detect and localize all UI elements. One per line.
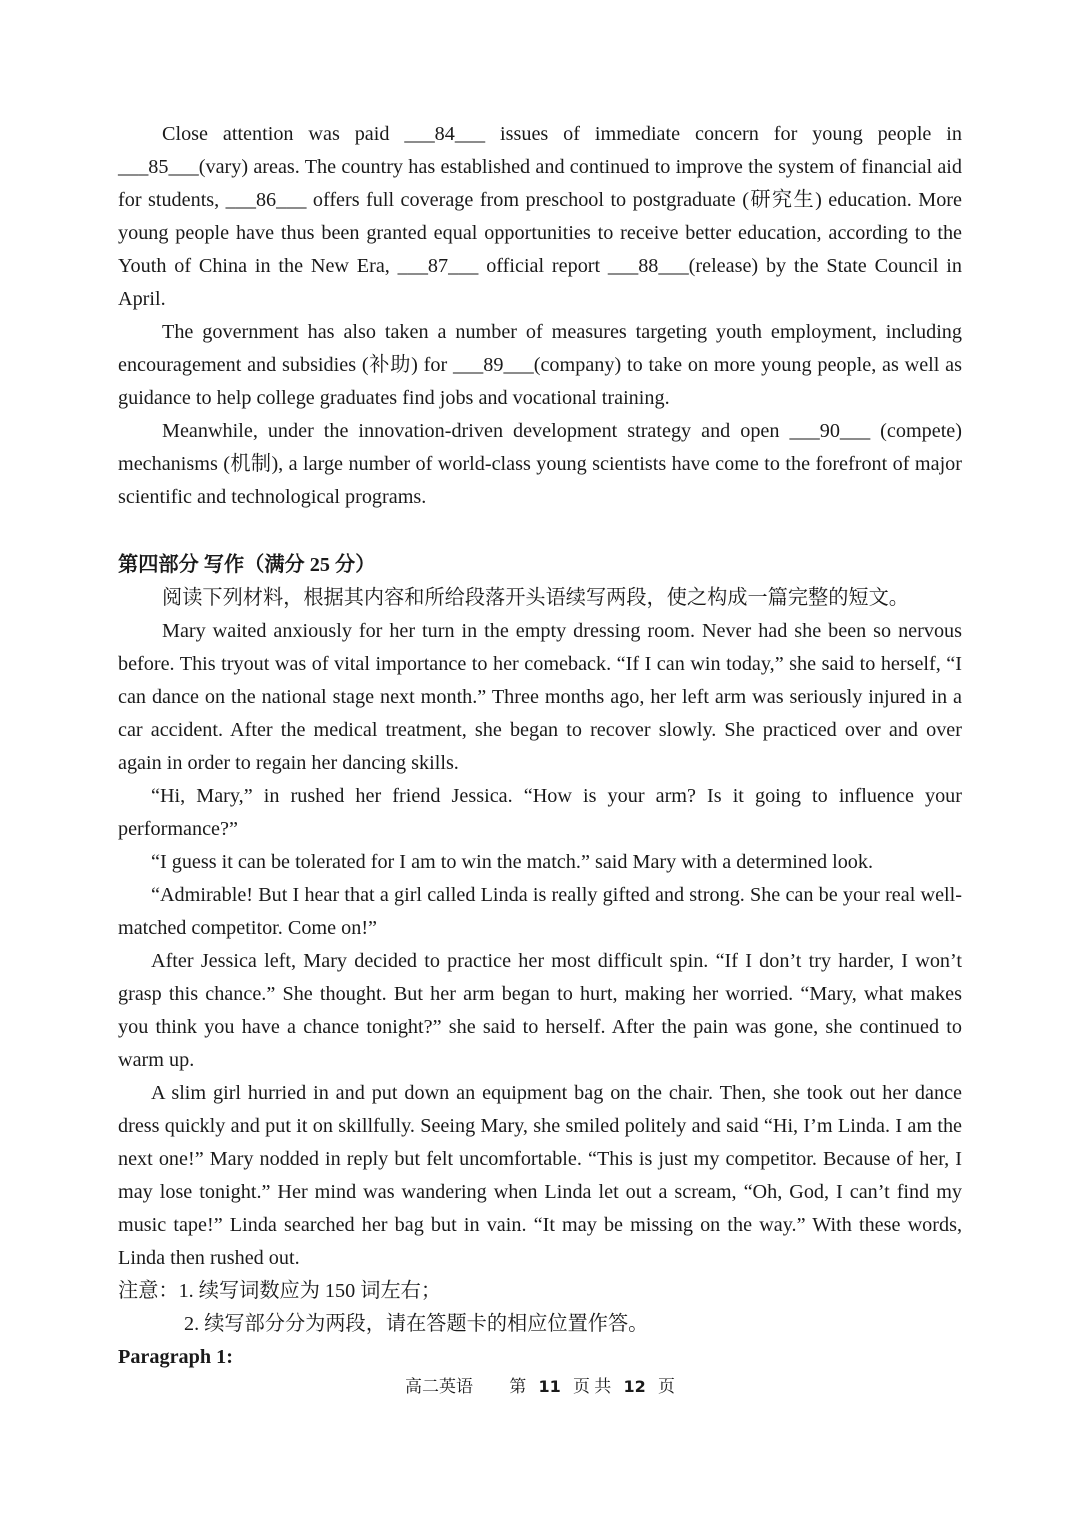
story-paragraph-3: “I guess it can be tolerated for I am to win the match.” said Mary with a determined look.: [151, 851, 874, 873]
story-paragraph-1: Mary waited anxiously for her turn in the empty dressing room. Never had she been so nervous before. This tryout was of vital importance to her comeback. “If I can win today,” she said to herself, “I can dance on the national stage next month.” Three months ago, her left arm was seriously injured in a car accident. After the medical treatment, she began to recover slowly. She practiced over and over again in order to regain her dancing skills.: [118, 620, 962, 774]
cloze-paragraph-1: Close attention was paid ___84___ issues of immediate concern for young people in ___85___(vary) areas. The country has established and continued to improve the system of financial aid for students, ___86___ offers full coverage from preschool to postgraduate (研究生) education. More young people have thus been granted equal opportunities to receive better education, according to the Youth of China in the New Era, ___87___ official report ___88___(release) by the State Council in April.: [118, 123, 962, 310]
story-paragraph-4: “Admirable! But I hear that a girl called Linda is really gifted and strong. She can be your real well-matched competitor. Come on!”: [118, 884, 962, 939]
note-line-1: 注意：1. 续写词数应为 150 词左右；: [118, 1280, 442, 1302]
story-paragraph-5: After Jessica left, Mary decided to practice her most difficult spin. “If I don’t try harder, I won’t grasp this chance.” She thought. But her arm began to hurt, making her worried. “Mary, what makes you think you have a chance tonight?” she said to herself. After the pain was gone, she continued to warm up.: [118, 950, 962, 1071]
footer-page-number: 11: [538, 1377, 561, 1396]
writing-instruction: 阅读下列材料，根据其内容和所给段落开头语续写两段，使之构成一篇完整的短文。: [162, 587, 909, 609]
cloze-paragraph-3: Meanwhile, under the innovation-driven development strategy and open ___90___ (compete) mechanisms (机制), a large number of world-class young scientists have come to the forefront of major scientific and technological programs.: [118, 420, 962, 508]
story-paragraph-6: A slim girl hurried in and put down an equipment bag on the chair. Then, she took out her dance dress quickly and put it on skillfully. Seeing Mary, she smiled politely and said “Hi, I’m Linda. I am the next one!” Mary nodded in reply but felt uncomfortable. “This is just my competitor. Because of her, I may lose tonight.” Her mind was wandering when Linda let out a scream, “Oh, God, I can’t find my music tape!” Linda searched her bag but in vain. “It may be missing on the way.” With these words, Linda then rushed out.: [118, 1082, 962, 1269]
footer-page-mid: 页 共: [573, 1377, 612, 1396]
footer-page-total: 12: [623, 1377, 646, 1396]
story-paragraph-2: “Hi, Mary,” in rushed her friend Jessica. “How is your arm? Is it going to influence your performance?”: [118, 785, 962, 840]
section-heading: 第四部分 写作（满分 25 分）: [118, 554, 376, 576]
document-page: [118, 118, 962, 1374]
footer-subject: 高二英语: [404, 1377, 473, 1396]
footer-page-prefix: 第: [509, 1377, 527, 1396]
footer-page-suffix: 页: [658, 1377, 676, 1396]
cloze-paragraph-2: The government has also taken a number of measures targeting youth employment, including encouragement and subsidies (补助) for ___89___(company) to take on more young people, as well as guidance to help college graduates find jobs and vocational training.: [118, 321, 962, 409]
page-footer: [0, 1373, 1080, 1401]
paragraph-label: Paragraph 1:: [118, 1346, 233, 1368]
note-line-2: 2. 续写部分分为两段，请在答题卡的相应位置作答。: [184, 1313, 649, 1335]
